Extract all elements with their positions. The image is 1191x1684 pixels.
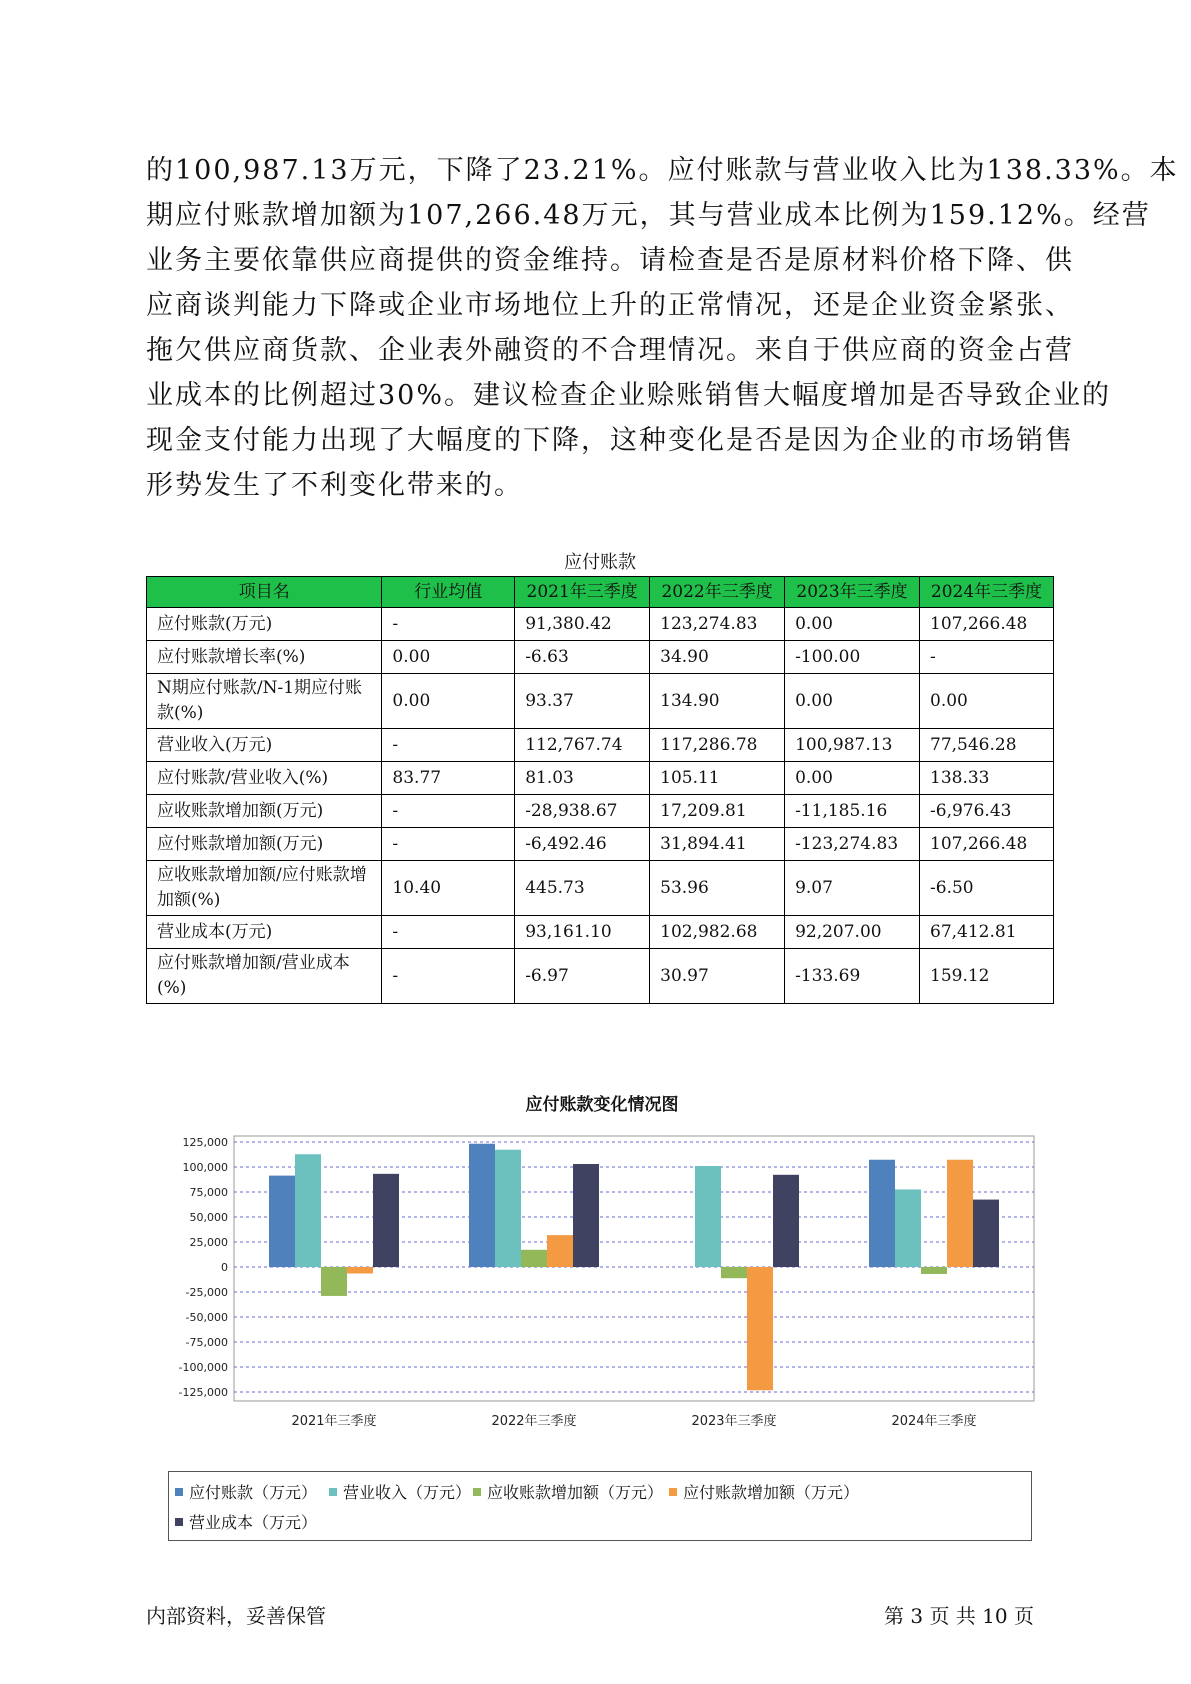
- table-cell: 100,987.13: [785, 729, 920, 762]
- legend-item: [175, 1480, 317, 1503]
- table-row: [147, 795, 1054, 828]
- paragraph-line: 形势发生了不利变化带来的。: [146, 470, 523, 501]
- table-cell: -6,492.46: [515, 828, 650, 861]
- x-tick-label: 2023年三季度: [691, 1414, 777, 1429]
- legend-swatch: [175, 1518, 183, 1526]
- table-cell: 应收账款增加额/应付账款增加额(%): [147, 861, 382, 916]
- table-cell: 107,266.48: [920, 608, 1054, 641]
- table-header-row: [147, 577, 1054, 608]
- table-cell: 92,207.00: [785, 916, 920, 949]
- table-cell: -6.50: [920, 861, 1054, 916]
- table-cell: 93,161.10: [515, 916, 650, 949]
- table-cell: -123,274.83: [785, 828, 920, 861]
- y-tick-label: -75,000: [185, 1336, 228, 1349]
- legend-item: [473, 1480, 663, 1503]
- bar: [973, 1200, 999, 1267]
- table-cell: -: [382, 608, 515, 641]
- table-cell: -: [382, 828, 515, 861]
- paragraph-line: 业务主要依靠供应商提供的资金维持。请检查是否是原材料价格下降、供: [146, 245, 1074, 276]
- table-cell: 0.00: [785, 762, 920, 795]
- header-cell: 2023年三季度: [785, 577, 920, 608]
- table-cell: 应付账款增长率(%): [147, 641, 382, 674]
- bar: [773, 1175, 799, 1267]
- table-cell: 30.97: [650, 949, 785, 1004]
- table-cell: -133.69: [785, 949, 920, 1004]
- bar: [347, 1267, 373, 1273]
- footer-confidential: 内部资料，妥善保管: [146, 1604, 326, 1628]
- table-cell: 445.73: [515, 861, 650, 916]
- header-cell: 项目名: [147, 577, 382, 608]
- bar: [895, 1189, 921, 1267]
- bar: [269, 1176, 295, 1267]
- chart-title: 应付账款变化情况图: [525, 1095, 679, 1115]
- table-cell: 123,274.83: [650, 608, 785, 641]
- table-cell: 17,209.81: [650, 795, 785, 828]
- table-cell: 0.00: [920, 674, 1054, 729]
- table-cell: -100.00: [785, 641, 920, 674]
- table-cell: 应付账款(万元): [147, 608, 382, 641]
- payables-table: [146, 576, 1054, 1004]
- table-cell: 营业成本(万元): [147, 916, 382, 949]
- bar: [321, 1267, 347, 1296]
- header-cell: 2022年三季度: [650, 577, 785, 608]
- y-tick-label: -125,000: [178, 1386, 228, 1399]
- table-cell: 应付账款增加额/营业成本(%): [147, 949, 382, 1004]
- table-row: [147, 674, 1054, 729]
- table-cell: 应付账款增加额(万元): [147, 828, 382, 861]
- table-cell: 77,546.28: [920, 729, 1054, 762]
- table-row: [147, 641, 1054, 674]
- table-cell: -: [382, 949, 515, 1004]
- legend-label: 应付账款增加额（万元）: [683, 1483, 860, 1502]
- table-cell: 应收账款增加额(万元): [147, 795, 382, 828]
- table-cell: 67,412.81: [920, 916, 1054, 949]
- bar: [373, 1174, 399, 1267]
- table-cell: 营业收入(万元): [147, 729, 382, 762]
- y-tick-label: 100,000: [182, 1161, 228, 1174]
- y-tick-label: -25,000: [185, 1286, 228, 1299]
- table-cell: 93.37: [515, 674, 650, 729]
- table-cell: 10.40: [382, 861, 515, 916]
- table-row: [147, 608, 1054, 641]
- bar: [547, 1235, 573, 1267]
- table-cell: 34.90: [650, 641, 785, 674]
- y-tick-label: 75,000: [189, 1186, 228, 1199]
- legend-swatch: [473, 1488, 481, 1496]
- payables-chart: [168, 1090, 1036, 1550]
- table-cell: 117,286.78: [650, 729, 785, 762]
- page-number: 第 3 页 共 10 页: [884, 1604, 1034, 1628]
- table-cell: 81.03: [515, 762, 650, 795]
- table-cell: -: [382, 916, 515, 949]
- table-row: [147, 949, 1054, 1004]
- y-tick-label: 125,000: [182, 1136, 228, 1149]
- y-tick-label: 0: [221, 1261, 228, 1274]
- bar: [495, 1150, 521, 1267]
- table-cell: 9.07: [785, 861, 920, 916]
- table-cell: 83.77: [382, 762, 515, 795]
- table-row: [147, 729, 1054, 762]
- paragraph-line: 拖欠供应商货款、企业表外融资的不合理情况。来自于供应商的资金占营: [146, 335, 1074, 366]
- table-row: [147, 916, 1054, 949]
- table-cell: 0.00: [382, 674, 515, 729]
- legend-swatch: [175, 1488, 183, 1496]
- table-cell: 0.00: [785, 608, 920, 641]
- table-cell: -6,976.43: [920, 795, 1054, 828]
- table-cell: -6.97: [515, 949, 650, 1004]
- table-cell: 105.11: [650, 762, 785, 795]
- table-cell: N期应付账款/N-1期应付账款(%): [147, 674, 382, 729]
- legend-item: [175, 1510, 317, 1533]
- bar: [721, 1267, 747, 1278]
- legend-label: 营业收入（万元）: [343, 1483, 472, 1502]
- table-row: [147, 762, 1054, 795]
- table-cell: 0.00: [785, 674, 920, 729]
- table-cell: -: [382, 795, 515, 828]
- header-cell: 2024年三季度: [920, 577, 1054, 608]
- bar: [521, 1250, 547, 1267]
- y-tick-label: -100,000: [178, 1361, 228, 1374]
- table-cell: -6.63: [515, 641, 650, 674]
- header-cell: 2021年三季度: [515, 577, 650, 608]
- paragraph-line: 的100,987.13万元，下降了23.21%。应付账款与营业收入比为138.33%。本: [146, 155, 1179, 186]
- table-cell: 91,380.42: [515, 608, 650, 641]
- y-tick-label: 50,000: [189, 1211, 228, 1224]
- table-cell: -: [382, 729, 515, 762]
- bar: [947, 1160, 973, 1267]
- paragraph-line: 业成本的比例超过30%。建议检查企业赊账销售大幅度增加是否导致企业的: [146, 380, 1112, 411]
- bar: [469, 1144, 495, 1267]
- legend-item: [669, 1480, 859, 1503]
- table-cell: 112,767.74: [515, 729, 650, 762]
- y-tick-label: 25,000: [189, 1236, 228, 1249]
- bar: [869, 1160, 895, 1267]
- bar: [695, 1166, 721, 1267]
- legend-item: [329, 1480, 471, 1503]
- table-cell: 107,266.48: [920, 828, 1054, 861]
- table-cell: -11,185.16: [785, 795, 920, 828]
- table-row: [147, 828, 1054, 861]
- legend-label: 应付账款（万元）: [189, 1483, 318, 1502]
- table-cell: -28,938.67: [515, 795, 650, 828]
- bar: [747, 1267, 773, 1390]
- table-row: [147, 861, 1054, 916]
- legend-swatch: [329, 1488, 337, 1496]
- x-tick-label: 2021年三季度: [291, 1414, 377, 1429]
- table-cell: 138.33: [920, 762, 1054, 795]
- table-cell: 0.00: [382, 641, 515, 674]
- table-cell: 102,982.68: [650, 916, 785, 949]
- y-tick-label: -50,000: [185, 1311, 228, 1324]
- chart-plot: [168, 1090, 1036, 1470]
- x-tick-label: 2022年三季度: [491, 1414, 577, 1429]
- bar: [573, 1164, 599, 1267]
- body-paragraph: [146, 148, 1179, 508]
- table-cell: 31,894.41: [650, 828, 785, 861]
- table-cell: 159.12: [920, 949, 1054, 1004]
- paragraph-line: 期应付账款增加额为107,266.48万元，其与营业成本比例为159.12%。经营: [146, 200, 1151, 231]
- table-cell: 134.90: [650, 674, 785, 729]
- table-cell: -: [920, 641, 1054, 674]
- table-cell: 53.96: [650, 861, 785, 916]
- chart-legend: [168, 1471, 1032, 1541]
- legend-swatch: [669, 1488, 677, 1496]
- bar: [921, 1267, 947, 1274]
- paragraph-line: 应商谈判能力下降或企业市场地位上升的正常情况，还是企业资金紧张、: [146, 290, 1074, 321]
- x-tick-label: 2024年三季度: [891, 1414, 977, 1429]
- bar: [295, 1154, 321, 1267]
- paragraph-line: 现金支付能力出现了大幅度的下降，这种变化是否是因为企业的市场销售: [146, 425, 1074, 456]
- table-caption: 应付账款: [564, 552, 636, 573]
- legend-label: 应收账款增加额（万元）: [487, 1483, 664, 1502]
- table-cell: 应付账款/营业收入(%): [147, 762, 382, 795]
- legend-label: 营业成本（万元）: [189, 1513, 318, 1532]
- header-cell: 行业均值: [382, 577, 515, 608]
